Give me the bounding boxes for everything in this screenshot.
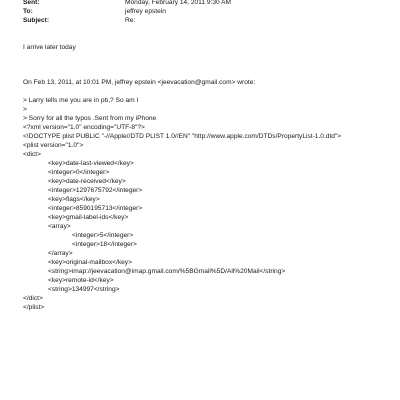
reply-text: I arrive later today bbox=[23, 44, 76, 51]
quoted-line: > Larry tells me you are in pb,? So am I bbox=[23, 97, 139, 104]
quoted-line: <integer>0</integer> bbox=[48, 169, 110, 176]
quoted-line: <string>imap://jeevacation@imap.gmail.com/%5BGmail%5D/All%20Mail</string> bbox=[48, 268, 286, 275]
quoted-line: <key>date-last-viewed</key> bbox=[48, 160, 134, 167]
sent-row bbox=[23, 0, 393, 7]
to-value: jeffrey epstein bbox=[125, 8, 166, 15]
quoted-line: <?xml version="1.0" encoding="UTF-8"?> bbox=[23, 124, 145, 131]
quoted-line: <integer>5</integer> bbox=[72, 232, 134, 239]
quoted-line: <!DOCTYPE plist PUBLIC "-//Apple//DTD PLIST 1.0//EN" "http://www.apple.com/DTDs/PropertyList-1.0.dtd"> bbox=[23, 133, 342, 140]
subject-label: Subject: bbox=[23, 17, 50, 24]
quoted-line: <integer>8590195713</integer> bbox=[48, 205, 143, 212]
quoted-line: </array> bbox=[48, 250, 73, 257]
quoted-line: </plist> bbox=[23, 304, 45, 311]
quote-intro: On Feb 13, 2011, at 10:01 PM, jeffrey epstein <jeevacation@gmail.com> wrote: bbox=[23, 79, 256, 86]
sent-value: Monday, February 14, 2011 9:30 AM bbox=[125, 0, 232, 6]
subject-value: Re: bbox=[125, 17, 136, 24]
quoted-line: <key>remote-id</key> bbox=[48, 277, 114, 284]
quoted-line: <string>134997</string> bbox=[48, 286, 120, 293]
quoted-line: <plist version="1.0"> bbox=[23, 142, 84, 149]
quoted-line: > bbox=[23, 106, 27, 113]
sent-label: Sent: bbox=[23, 0, 40, 6]
quoted-line: <key>date-received</key> bbox=[48, 178, 126, 185]
quoted-line: <key>flags</key> bbox=[48, 196, 100, 203]
quoted-line: <dict> bbox=[23, 151, 41, 158]
quoted-line: <key>original-mailbox</key> bbox=[48, 259, 132, 266]
quoted-line: <key>gmail-label-ids</key> bbox=[48, 214, 129, 221]
quoted-line: <integer>18</integer> bbox=[72, 241, 137, 248]
quoted-line: <integer>1297675792</integer> bbox=[48, 187, 143, 194]
quoted-line: > Sorry for all the typos .Sent from my iPhone bbox=[23, 115, 157, 122]
quoted-line: <array> bbox=[48, 223, 71, 230]
subject-row bbox=[23, 16, 393, 25]
to-label: To: bbox=[23, 8, 33, 15]
quoted-line: </dict> bbox=[23, 295, 43, 302]
to-row bbox=[23, 7, 393, 16]
email-header bbox=[23, 0, 393, 25]
